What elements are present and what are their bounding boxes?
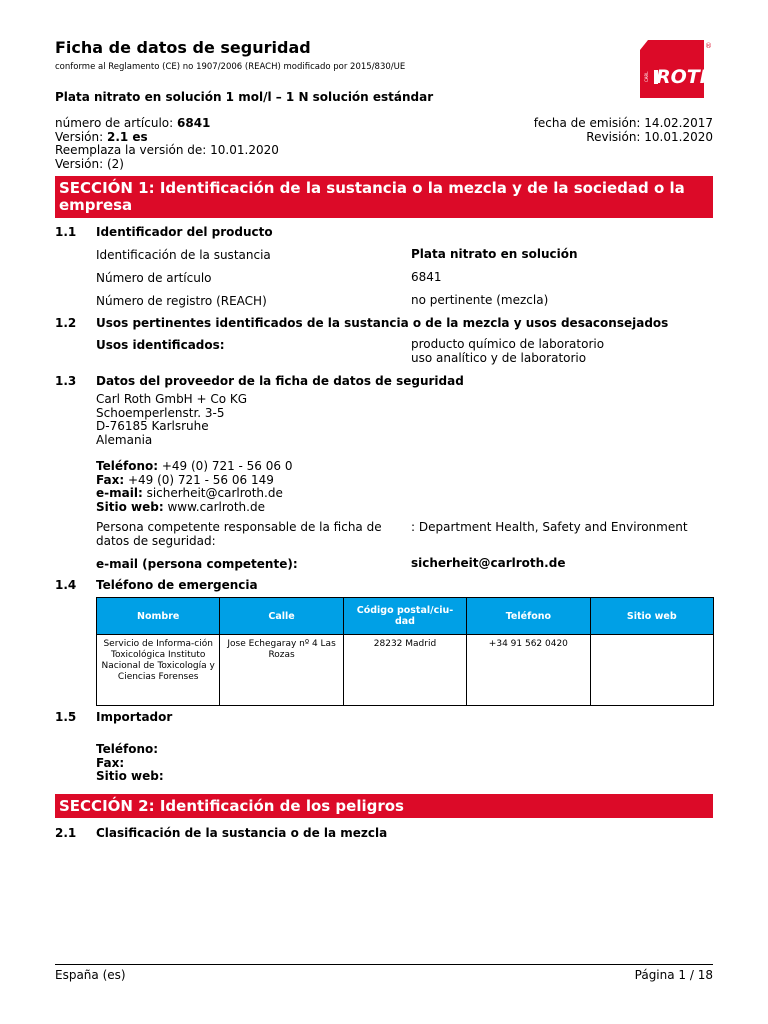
subsection-title: Usos pertinentes identificados de la sustancia o de la mezcla y usos desaconsejados: [96, 316, 669, 330]
address-line: Alemania: [96, 432, 153, 447]
registration-value: no pertinente (mezcla): [411, 293, 549, 307]
competent-person-value: : Department Health, Safety and Environment: [411, 520, 688, 534]
email-label: e-mail:: [96, 486, 143, 500]
roth-logo: [640, 40, 712, 98]
section-2-heading: SECCIÓN 2: Identificación de los peligros: [55, 794, 713, 818]
column-header: Calle: [220, 598, 343, 635]
web-label: Sitio web:: [96, 499, 164, 514]
article-value: 6841: [177, 116, 211, 130]
address-line: D-76185 Karlsruhe: [96, 419, 209, 433]
table-header-row: [97, 598, 714, 635]
replaces-version: Reemplaza la versión de: 10.01.2020: [55, 143, 279, 157]
phone-value: +49 (0) 721 - 56 06 0: [158, 459, 293, 473]
version-value: 2.1 es: [106, 129, 148, 144]
supplier-contacts: [96, 460, 292, 514]
column-header: Código postal/ciu-dad: [343, 598, 466, 635]
article-number-label: Número de artículo: [96, 271, 212, 285]
logo-small-text: CARL: [644, 71, 649, 82]
revision-date: Revisión: 10.01.2020: [586, 129, 713, 144]
logo-text: ROTH: [656, 66, 712, 88]
identified-uses-value: [411, 338, 604, 365]
identified-uses-label: Usos identificados:: [96, 338, 225, 352]
email-value: sicherheit@carlroth.de: [142, 486, 283, 500]
fax-label: Fax:: [96, 472, 125, 487]
version-number: Versión: (2): [55, 156, 124, 171]
competent-person-label: [96, 521, 382, 548]
meta-right: [534, 117, 713, 144]
subsection-number: 1.3: [55, 374, 77, 388]
subsection-title: Identificador del producto: [96, 225, 273, 239]
product-line: Plata nitrato en solución 1 mol/l – 1 N solución estándar: [55, 90, 434, 104]
article-label: número de artículo:: [55, 116, 177, 130]
importer-contacts: [96, 743, 164, 784]
version-label: Versión:: [55, 129, 107, 144]
competent-email-label: e-mail (persona competente):: [96, 557, 298, 571]
regulation-subtitle: conforme al Reglamento (CE) no 1907/2006 (REACH) modificado por 2015/830/UE: [55, 62, 406, 72]
use-2: uso analítico y de laboratorio: [411, 350, 587, 365]
table-cell: +34 91 562 0420: [467, 635, 590, 706]
footer-divider: [55, 964, 713, 965]
importer-phone-label: Teléfono:: [96, 742, 159, 756]
fax-value: +49 (0) 721 - 56 06 149: [124, 472, 274, 487]
substance-id-value: Plata nitrato en solución: [411, 247, 578, 261]
web-value: www.carlroth.de: [163, 499, 265, 514]
page-number: Página 1 / 18: [634, 968, 713, 982]
article-number-value: 6841: [411, 270, 442, 284]
table-row: [97, 635, 714, 706]
phone-label: Teléfono:: [96, 459, 159, 473]
column-header: Nombre: [97, 598, 220, 635]
competent-label-line: datos de seguridad:: [96, 533, 216, 548]
subsection-title: Teléfono de emergencia: [96, 578, 258, 592]
section-1-heading: SECCIÓN 1: Identificación de la sustancia o la mezcla y de la sociedad o la empresa: [55, 176, 713, 218]
column-header: Sitio web: [590, 598, 713, 635]
competent-email-value: sicherheit@carlroth.de: [411, 556, 566, 570]
subsection-title: Clasificación de la sustancia o de la mezcla: [96, 826, 388, 840]
emergency-table: [96, 597, 714, 706]
importer-web-label: Sitio web:: [96, 769, 164, 783]
subsection-number: 1.4: [55, 578, 77, 592]
subsection-title: Datos del proveedor de la ficha de datos de seguridad: [96, 374, 464, 388]
importer-fax-label: Fax:: [96, 755, 125, 770]
footer-country: España (es): [55, 968, 126, 982]
address-line: Carl Roth GmbH + Co KG: [96, 392, 248, 406]
address-line: Schoemperlenstr. 3-5: [96, 405, 225, 420]
table-cell: Servicio de Informa-ción Toxicológica Instituto Nacional de Toxicología y Ciencias Forenses: [97, 635, 220, 706]
document-title: Ficha de datos de seguridad: [55, 38, 311, 57]
substance-id-label: Identificación de la sustancia: [96, 248, 271, 262]
issue-date: fecha de emisión: 14.02.2017: [533, 116, 713, 130]
column-header: Teléfono: [467, 598, 590, 635]
subsection-number: 2.1: [55, 826, 77, 840]
table-cell: [590, 635, 713, 706]
subsection-number: 1.1: [55, 225, 77, 239]
subsection-number: 1.5: [55, 710, 77, 724]
supplier-address: [96, 393, 247, 447]
table-cell: Jose Echegaray nº 4 Las Rozas: [220, 635, 343, 706]
subsection-title: Importador: [96, 710, 173, 724]
use-1: producto químico de laboratorio: [411, 337, 605, 351]
registration-label: Número de registro (REACH): [96, 294, 267, 308]
table-cell: 28232 Madrid: [343, 635, 466, 706]
meta-left: [55, 117, 279, 171]
subsection-number: 1.2: [55, 316, 77, 330]
registered-mark: ®: [705, 42, 712, 50]
competent-label-line: Persona competente responsable de la ficha de: [96, 520, 382, 534]
